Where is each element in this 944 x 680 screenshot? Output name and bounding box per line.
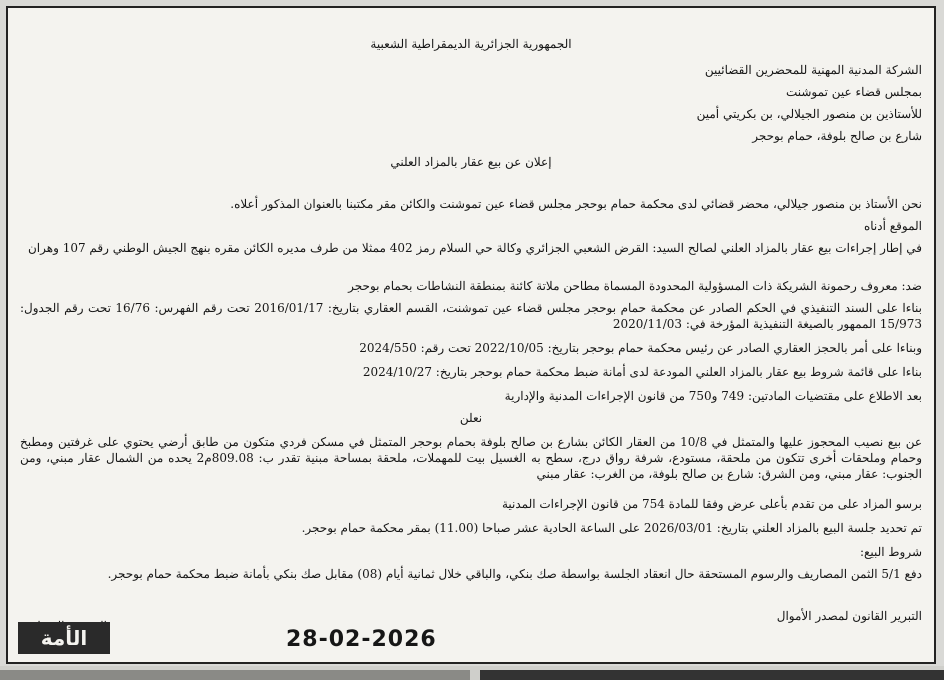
- republic-heading: الجمهورية الجزائرية الديمقراطية الشعبية: [370, 37, 572, 51]
- council-name: بمجلس قضاء عين تموشنت: [785, 85, 922, 99]
- paragraph-conditions-list: بناءا على قائمة شروط بيع عقار بالمزاد العلني المودعة لدى أمانة ضبط محكمة حمام بوحجر بتاريخ: 2024/10/27: [362, 365, 922, 379]
- paragraph-signed: الموقع أدناه: [863, 219, 922, 233]
- officers-names: للأستاذين بن منصور الجيلالي، بن بكريتي أمين: [696, 107, 922, 121]
- publication-date: 28-02-2026: [286, 627, 437, 652]
- notice-title: إعلان عن بيع عقار بالمزاد العلني: [390, 155, 552, 169]
- paragraph-property: عن بيع نصيب المحجوز عليها والمتمثل في 10/8 من العقار الكائن بشارع بن صالح بلوفة بحمام بوحجر المتمثل في مسكن فردي متكون من طابق أرضي يحتوي على غرفتين ومطبخ وحمام وملحقات أخرى تتكون من ملحقة، مستودع، شرفة رواق درج، سطح به الغسيل بيت للمهملات، ملحقة بمساحة مبنية تقدر ب: 809.08م2 يحده من الشمال عقار مبني، ومن الجنوب: عقار مبني، ومن الشرق: شارع بن صالح بلوفة، من الغرب: عقار مبني: [20, 435, 923, 481]
- paragraph-debtor: ضد: معروف رحمونة الشريكة ذات المسؤولية المحدودة المسماة مطاحن ملاتة كائنة بمنطقة النشاطات بحمام بوحجر: [348, 279, 922, 293]
- bottom-strip-right: [480, 670, 944, 680]
- company-name: الشركة المدنية المهنية للمحضرين القضائيين: [704, 63, 922, 77]
- paragraph-creditor: في إطار إجراءات بيع عقار بالمزاد العلني لصالح السيد: القرض الشعبي الجزائري وكالة حي السلام رمز 402 ممثلا من طرف مديره الكائن مقره بنهج الجيش الوطني رقم 107 وهران: [27, 241, 922, 255]
- paragraph-bailiff: نحن الأستاذ بن منصور جيلالي، محضر قضائي لدى محكمة حمام بوحجر مجلس قضاء عين تموشنت والكائن مقر مكتبنا بالعنوان المذكور أعلاه.: [230, 197, 922, 211]
- announce-heading: نعلن: [459, 411, 483, 425]
- paragraph-seizure-order: وبناءا على أمر بالحجز العقاري الصادر عن رئيس محكمة حمام بوحجر بتاريخ: 2022/10/05 تحت رقم: 2024/550: [359, 341, 922, 355]
- newspaper-logo: الأمة: [18, 622, 110, 654]
- paragraph-payment: دفع 5/1 الثمن المصاريف والرسوم المستحقة حال انعقاد الجلسة بواسطة صك بنكي، والباقي خلال ثمانية أيام (08) مقابل صك بنكي بأمانة ضبط محكمة حمام بوحجر.: [107, 567, 922, 581]
- paragraph-funds-source: التبرير القانون لمصدر الأموال: [776, 609, 922, 623]
- page-bottom-strip: [0, 666, 944, 680]
- office-address: شارع بن صالح بلوفة، حمام بوحجر: [752, 129, 922, 143]
- paragraph-auction-rule: برسو المزاد على من تقدم بأعلى عرض وفقا للمادة 754 من قانون الإجراءات المدنية: [501, 497, 922, 511]
- paragraph-executive-title: بناءا على السند التنفيذي في الحكم الصادر عن محكمة حمام بوحجر مجلس قضاء عين تموشنت، القسم العقاري بتاريخ: 2016/01/17 تحت رقم الفهرس: 16/76 تحت رقم الجدول: 15/973 الممهور بالصيغة التنفيذية المؤرخة في: 2020/11/03: [20, 301, 922, 331]
- footer: [18, 616, 538, 656]
- paragraph-articles: بعد الاطلاع على مقتضيات المادتين: 749 و750 من قانون الإجراءات المدنية والإدارية: [504, 389, 922, 403]
- paragraph-session-date: تم تحديد جلسة البيع بالمزاد العلني بتاريخ: 2026/03/01 على الساعة الحادية عشر صباحا (11.00) بمقر محكمة حمام بوحجر.: [301, 521, 922, 535]
- bottom-strip-left: [0, 670, 470, 680]
- legal-notice-sheet: [6, 6, 936, 664]
- conditions-heading: شروط البيع:: [859, 545, 922, 559]
